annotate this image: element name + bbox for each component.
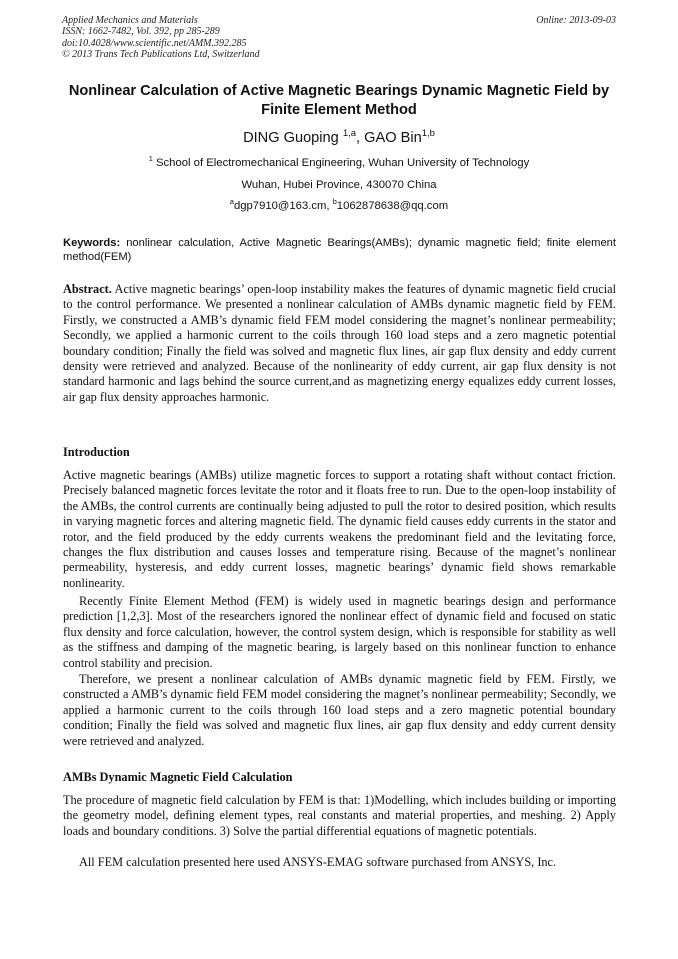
copyright-line: © 2013 Trans Tech Publications Ltd, Switzerland xyxy=(62,49,260,61)
author-2-name: GAO Bin xyxy=(364,130,422,146)
affiliation-line-2: Wuhan, Hubei Province, 430070 China xyxy=(241,179,437,191)
journal-name: Applied Mechanics and Materials xyxy=(62,15,198,26)
issn-line: ISSN: 1662-7482, Vol. 392, pp 285-289 xyxy=(62,26,220,38)
author-2-sup: 1,b xyxy=(421,128,435,140)
affiliation-line-1 xyxy=(62,156,616,170)
affiliation-school: School of Electromechanical Engineering, Wuhan University of Technology xyxy=(152,157,530,169)
author-separator: , xyxy=(356,130,365,146)
keywords-text: nonlinear calculation, Active Magnetic Bearings(AMBs); dynamic magnetic field; finite element method(FEM) xyxy=(63,237,616,264)
section-2-heading: AMBs Dynamic Magnetic Field Calculation xyxy=(63,770,293,784)
email-a: dgp7910@163.cm, xyxy=(233,200,333,212)
email-b: 1062878638@qq.com xyxy=(336,200,449,212)
abstract-text: Active magnetic bearings’ open-loop instability makes the features of dynamic magnetic field crucial to the control performance. We presented a nonlinear calculation of AMBs dynamic magnetic field by FEM. Firstly, we constructed a AMB’s dynamic field FEM model considering the magnet’s nonlinear permeability; Secondly, we applied a harmonic current to the coils through 160 load steps and a zero magnetic potential boundary condition; Finally the field was solved and magnetic flux lines, air gap flux density and eddy current density were retrieved and analyzed. Because of the nonlinearity of eddy current, air gap flux density is not standard harmonic and lags behind the source current,and as magnetizing energy equalizes eddy current losses, air gap flux density approaches harmonic. xyxy=(63,282,616,404)
abstract xyxy=(63,282,616,405)
author-line xyxy=(62,129,616,147)
email-line xyxy=(62,199,616,213)
introduction-paragraph-3: Therefore, we present a nonlinear calculation of AMBs dynamic magnetic field by FEM. Firstly, we constructed a AMB’s dynamic field FEM model considering the magnet’s nonlinear permeability; Secondly, we applied a harmonic current to the coils through 160 load steps and a zero magnetic potential boundary condition; Finally the field was solved and magnetic flux lines, air gap flux density and eddy current density were retrieved and analyzed. xyxy=(63,672,616,748)
introduction-paragraph-2: Recently Finite Element Method (FEM) is widely used in magnetic bearings design and performance prediction [1,2,3]. Most of the researchers ignored the nonlinear effect of dynamic field and focused on static flux density and force calculation, however, the control system design, which is responsible for stability as well as the stiffness and damping of the magnetic bearing, is largely based on this nonlinear function to enhance control stability and precision. xyxy=(63,594,616,670)
introduction-heading: Introduction xyxy=(63,445,130,459)
doi-line: doi:10.4028/www.scientific.net/AMM.392.285 xyxy=(62,37,247,49)
email-a-sup: a xyxy=(229,197,234,207)
journal-header xyxy=(62,15,616,61)
email-b-sup: b xyxy=(332,197,337,207)
affiliation-sup: 1 xyxy=(148,154,153,164)
section-2-paragraph-2: All FEM calculation presented here used ANSYS-EMAG software purchased from ANSYS, Inc. xyxy=(79,855,557,869)
keywords-label: Keywords: xyxy=(63,237,121,249)
author-1-sup: 1,a xyxy=(342,128,357,140)
introduction-paragraph-1: Active magnetic bearings (AMBs) utilize magnetic forces to support a rotating shaft without contact friction. Precisely balanced magnetic forces levitate the rotor and it floats free to run. Due to the open-loop instability of the AMBs, the control currents are continually being adjusted to pull the rotor to desired position, which results in varying magnetic forces and altering magnetic field. The dynamic field causes eddy currents in the stator and rotor, and the field produced by the eddy currents weakens the predominant field and the levitating force, changes the flux distribution and causes losses and temperature rising. Because of the magnet’s nonlinear permeability, hysteresis, and eddy current losses, magnetic bearings’ dynamic field shows remarkable nonlinearity. xyxy=(63,468,616,590)
author-1-name: DING Guoping xyxy=(243,130,343,146)
section-2-paragraph-1: The procedure of magnetic field calculation by FEM is that: 1)Modelling, which includes building or importing the geometry model, defining element types, real constants and material properties, and meshing. 2) Apply loads and boundary conditions. 3) Solve the partial differential equations of magnetic potentials. xyxy=(63,793,616,838)
paper-title: Nonlinear Calculation of Active Magnetic Bearings Dynamic Magnetic Field by Finite Element Method xyxy=(68,83,610,118)
online-date: Online: 2013-09-03 xyxy=(536,15,616,26)
keywords xyxy=(63,236,616,264)
abstract-label: Abstract. xyxy=(63,282,112,296)
